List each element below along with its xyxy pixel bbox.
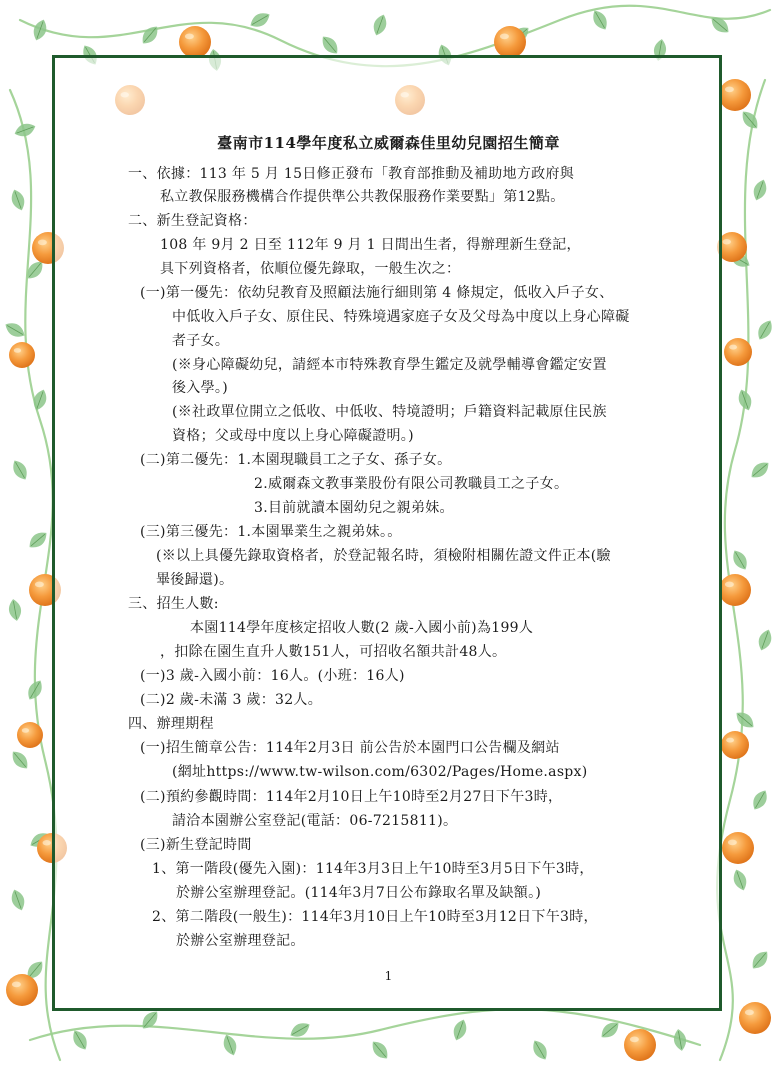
note-line: 資格；父或母中度以上身心障礙證明。) <box>172 428 414 444</box>
website-url: (網址https://www.tw-wilson.com/6302/Pages/Home.aspx) <box>172 764 588 780</box>
text-line: 請洽本園辦公室登記(電話：06-7215811)。 <box>172 813 458 829</box>
text-line: 108 年 9月 2 日至 112年 9 月 1 日間出生者，得辦理新生登記， <box>160 237 581 253</box>
note-line: (※身心障礙幼兒，請經本市特殊教育學生鑑定及就學輔導會鑑定安置 <box>172 357 607 373</box>
section-heading: 二、新生登記資格： <box>128 213 257 229</box>
text-line: (三)第三優先：1.本園畢業生之親弟妹。。 <box>140 524 402 540</box>
text-line: ，扣除在園生直升人數151人，可招收名額共計48人。 <box>160 644 507 660</box>
page-number: 1 <box>384 969 393 983</box>
text-line: 私立教保服務機構合作提供準公共教保服務作業要點」第12點。 <box>160 189 565 205</box>
text-line: (一)3 歲-入國小前：16人。(小班：16人) <box>140 668 405 684</box>
text-line: 一、依據：113 年 5 月 15日修正發布「教育部推動及補助地方政府與 <box>128 166 575 182</box>
document-title: 臺南市114學年度私立威爾森佳里幼兒園招生簡章 <box>217 134 560 152</box>
text-line: 2.威爾森文教事業股份有限公司教職員工之子女。 <box>254 476 569 492</box>
section-heading: 三、招生人數: <box>128 596 219 612</box>
text-line: 具下列資格者，依順位優先錄取，一般生次之： <box>160 261 461 277</box>
text-line: (一)第一優先：依幼兒教育及照顧法施行細則第 4 條規定，低收入戶子女、 <box>140 285 614 301</box>
text-line: (二)第二優先：1.本園現職員工之子女、孫子女。 <box>140 452 452 468</box>
text-line: (三)新生登記時間 <box>140 837 252 853</box>
note-line: 畢後歸還)。 <box>156 572 234 588</box>
text-line: 於辦公室辦理登記。(114年3月7日公布錄取名單及缺額。) <box>176 885 542 901</box>
text-line: 中低收入戶子女、原住民、特殊境遇家庭子女及父母為中度以上身心障礙 <box>172 309 630 325</box>
text-line: 者子女。 <box>172 333 230 349</box>
text-line: (一)招生簡章公告：114年2月3日 前公告於本園門口公告欄及網站 <box>140 740 560 756</box>
note-line: 後入學。) <box>172 380 228 396</box>
note-line: (※以上具優先錄取資格者，於登記報名時，須檢附相關佐證文件正本(驗 <box>156 548 611 564</box>
text-line: (二)預約參觀時間：114年2月10日上午10時至2月27日下午3時， <box>140 789 563 805</box>
text-line: (二)2 歲-未滿 3 歲：32人。 <box>140 692 323 708</box>
text-line: 2、第二階段(一般生)：114年3月10日上午10時至3月12日下午3時， <box>152 909 598 925</box>
section-heading: 四、辦理期程 <box>128 716 214 732</box>
text-line: 於辦公室辦理登記。 <box>176 933 305 949</box>
note-line: (※社政單位開立之低收、中低收、特境證明；戶籍資料記載原住民族 <box>172 404 607 420</box>
text-line: 1、第一階段(優先入園)：114年3月3日上午10時至3月5日下午3時， <box>152 861 594 877</box>
text-line: 3.目前就讀本園幼兒之親弟妹。 <box>254 500 454 516</box>
text-line: 本園114學年度核定招收人數(2 歲-入國小前)為199人 <box>190 620 534 636</box>
